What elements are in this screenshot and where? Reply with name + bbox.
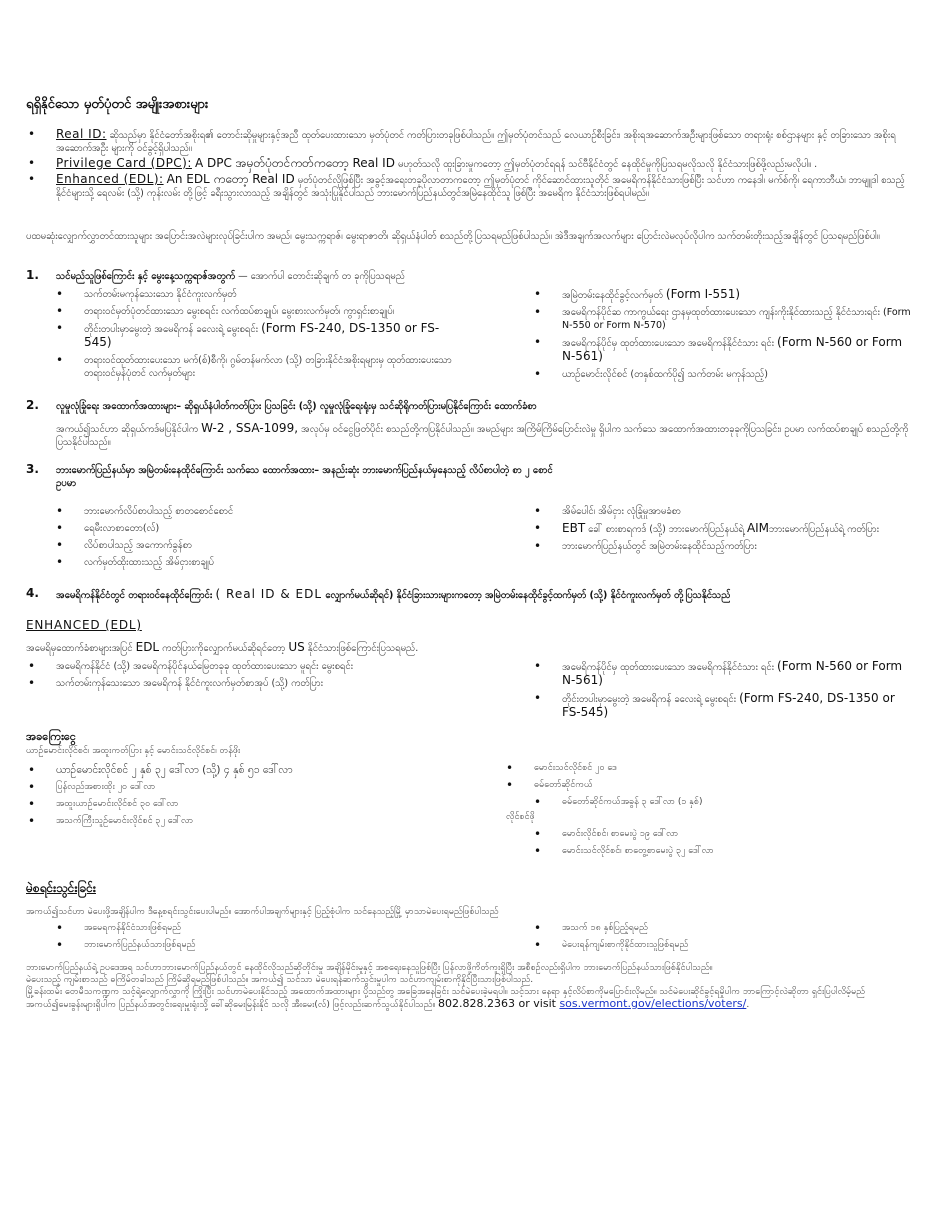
list-item: • ပြန်လည်အစားထိုး ၂၀ ဒေါ်လာ [28, 781, 468, 794]
item-1-left-list [56, 288, 456, 384]
list-item: • အမေရိကန်ပိုင်ဆ ကာကွယ်ရေး ဌာနမှထုတ်ထားပေးသော ကျန်းကိုးနိုင်ထားသည့် နိုင်ငံသားရင်း (Form N-550 or Form N-570) [534, 306, 916, 332]
fees-right-list [506, 762, 916, 862]
list-item: • မောင်းသင်လိုင်စင်၊ စာတွေ့စာမေးပွဲ ၃၂ ဒေါ်လာ [534, 845, 916, 858]
list-item: • သက်တမ်းမကုန်သေးသော နိုင်ငံကူးလက်မှတ် [56, 288, 456, 301]
enhanced-left-list [28, 660, 498, 694]
type-privilege-card: • Privilege Card (DPC): A DPC အမှတ်ပုံတင်ကတ်ကတော့ Real ID မဟုတ်သလို ထူးခြားမှုကတော့ ဤမှတ်ပုံတင်ရရန် သင်ဗီနိုင်ငံတွင် နေထိုင်မှုကိုပြသရမလိုသလို နိုင်ငံသားဖြစ်ဖို့လည်းမလိုပါ။ . [26, 157, 916, 171]
item-2-body: အကယ်၍သင်ဟာ ဆိုရှယ်ကဒ်မပြနိုင်ပါက W-2 , SSA-1099, အလုပ်မှ ဝင်ငွေဖြတ်ပိုင်း စသည်တို့ကပြနိုင်ပါသည်။ အမည်များ အကြိမ်ကြိမ်ပြောင်းလဲမှု ရှိပါက သက်သေ အထောက်အထားတခုခုကိုပြသခြင်း၊ ဥပမာ လက်ထပ်စာချုပ် စသည်တို့ကိုပြသနိုင်ပါသည်။ [56, 421, 909, 448]
list-item: • သက်တမ်းကုန်သေးသော အမေရိကန် နိုင်ငံကူးလက်မှတ်စာအုပ် (သို့) ကတ်ပြား [28, 677, 498, 690]
list-item: • မောင်းလိုင်စင်၊ စာမေးပွဲ ၁၉ ဒေါ်လာ [534, 828, 916, 841]
item-2-number: 2. [26, 398, 39, 412]
item-1-right-list [534, 288, 916, 385]
list-item: • တိုင်းတပါးမှာမွေးတဲ့ အမေရိကန် ခလေးရဲ့ မွေးစရင်း (Form FS-240, DS-1350 or FS-545) [56, 322, 456, 350]
license-label: လိုင်စင်ဖို [506, 812, 535, 822]
list-item: • ဓမ်တော်ဆိုင်ကယ်အခွန် ၃ ဒေါ်လာ (၁ နှစ်) [534, 796, 916, 809]
list-item: • တရားဝင်ထုတ်ထားပေးသော မက်(စ်)စီကို၊ ဂွမ်တန်မက်လာ (သို့) တခြားနိုင်ငံအစိုးရများမှ ထုတ်ထားပေးသော တရားဝင်မှန်ပုံတင် လက်မှတ်များ [56, 354, 456, 380]
voting-para-oath: မဲပေးသည့် ကျမ်းစာသည် ဓကြိမ်တခါသည် ကြိမ်ဆိုရမည်ဖြစ်ပါသည်။ အကယ်၍ သင်သာ မဲပေးရန်ဆက်သွင်းမှုပါက သင်ဟာကျမ်းစာကိုနိုင်ပြီးသားဖြစ်ပါသည်. [26, 975, 534, 985]
list-item: • အမေရိကန်နိုင်ငံ (သို့) အမေရိကန်ပိုင်နယ်မြေတခုခု ထုတ်ထားပေးသော မူရင်း မွေးစရင်း [28, 660, 498, 673]
page-title: ရရှိနိုင်သော မှတ်ပုံတင် အမျိုးအစားများ [26, 97, 209, 112]
id-types-list [26, 128, 916, 200]
list-item: • တိုင်းတပါးမှာမွေးတဲ့ အမေရိကန် ခလေးရဲ့ မွေးစရင်း (Form FS-240, DS-1350 or FS-545) [534, 692, 916, 720]
type-enhanced: • Enhanced (EDL): An EDL ကတော့ Real ID မှတ်ပုံတင်လိုဖြစ်ပြီး အခွင့်အရေးတခုပိုလာတာကတော့ ဤမှတ်ပုံတင် ကိုင်ဆောင်ထားသူတိုင် အမေရိကန်နိုင်ငံသားဖြစ်ပြီး သင်ဟာ ကနေဒါ၊ မက်စ်ကို၊ ရေကာဘီယံ၊ ဘာမျူဒါ စသည့် နိုင်ငံများသို့ ရေလမ်း (သို့) ကုန်းလမ်း တို့ဖြင့် ခရီးသွားလာသည့် အချိန်တွင် အသုံးပြုနိုင်ပါသည် ဘားမောက်ပြည်နယ်တွင်အမြဲနေထိုင်သူ ဖြစ်ပြီး အမေရိက နိုင်ငံသားဖြစ်ရပါမည်။ [26, 173, 916, 200]
list-item: • EBT ခေါ် စားစာရကဒ် (သို့) ဘားမောက်ပြည်နယ်ရဲ့ AIMဘားမောက်ပြည်နယ်ရဲ့ ကတ်ပြား [534, 522, 916, 536]
voting-para-clerk: မြို့ခန်းထမ်း တေမီသကဏ္ဍက သင့်ရဲ့လျှောက်လွှာကို ကြိုးပြီး သင်ဟာမဲပေးနိုင်သည့် အထောက်အထားများ ပို့သည်တွ အခြေအနေခြင်း သင်မဲပေးခဲ့မရပါ။ သင့်သား နေရာ နှင့်လိပ်စာကိုမပြောင်းလိုမည်။ သင်မဲပေးဆိုင်ခွင့်ရမှိုပါက ဘာကြောင့်လဲဆိုတာ ရှင်းပြပါလိမ့်မည် [26, 987, 866, 997]
list-item: • ယာဉ်မောင်းလိုင်စင် (တနှစ်ထက်ပို၍ သက်တမ်း မကုန်သည့်) [534, 368, 916, 381]
list-item: • အမြဲတမ်းနေထိုင်ခွင့်လက်မှတ် (Form I-551) [534, 288, 916, 302]
enhanced-heading: ENHANCED (EDL) [26, 618, 142, 632]
list-item: • အမေရကန်နိုင်ငံသားဖြစ်ရမည် [56, 922, 496, 935]
list-item: • ဘားမောက်ပြည်နယ်တွင် အမြဲတမ်းနေထိုင်သည့်ကတ်ပြား [534, 540, 916, 553]
item-4-number: 4. [26, 586, 39, 600]
voting-para-contact: အကယ်၍မေးခွန်းများရှိပါက ပြည်နယ်အတွင်းရေးမှူးရုံးသို့ ခေါ်ဆိုမေးမြန်းနိုင် သလို အီးမေး(လ်) ဖြင့်လည်းဆက်သွယ်နိုင်ပါသည်။ 802.828.2363 or visit sos.vermont.gov/elections/voters/. [26, 997, 750, 1010]
fees-heading: အခကြေးငွေ [26, 730, 76, 743]
type-real-id: • Real ID: ဆိုသည်မှာ နိုင်ငံတော်အစိုးရ၏ တောင်းဆိုမှုများနှင့်အညီ ထုတ်ပေးထားသော မှတ်ပုံတင် ကတ်ပြားတခုဖြစ်ပါသည်။ ဤမှတ်ပုံတင်သည် လေယာဉ်စီးခြင်း၊ အစိုးရအဆောက်အဦးများဖြစ်သော တရားရုံး စစ်ဌာနများ နှင့် တခြားသော အစိုးရအဆောက်အဦး များကို ဝင်ခွင့်ရှိပါသည်။ [26, 128, 916, 155]
list-item: • အမေရိကန်ပိုင်မှ ထုတ်ထားပေးသော အမေရိကန်နိုင်ငံသား ရင်း (Form N-560 or Form N-561) [534, 660, 916, 688]
item-1-heading: သင်မည်သူဖြစ်ကြောင်း နှင့် မွေးနေ့သက္ကရာဇ်အတွက် — အောက်ပါ တောင်းဆိုချက် တ ခုကိုပြသရမည် [56, 271, 405, 282]
intro-paragraph: ပထမဆုံးလျှောက်လွှာတင်ထားသူများ အပြောင်းအလဲများလုပ်ခြင်းပါက အမည်၊ မွေးသက္ကရာဇ်၊ မွေးရာဇာတိ၊ ဆိုရှယ်နံပါတ် စသည်တို့ပြသရမည်ဖြစ်ပါသည်။ အဲဒီအချက်အလက်များ ပြောင်းလဲမလုပ်လိုပါက သက်တမ်းတိုးသည့်အချိန်တွင် ပြသရမည်ဖြစ်ပါ။ [26, 231, 880, 242]
item-3-heading: ဘားမောက်ပြည်နယ်မှာ အမြဲတမ်းနေထိုင်ကြောင်း သက်သေ ထောက်အထား– အနည်းဆုံး ဘားမောက်ပြည်နယ်မှနေသည့် လိပ်စာပါတဲ့ စာ ၂ စောင် ဥပမာ [56, 465, 553, 489]
voting-paragraphs [26, 962, 916, 1011]
list-item: • ဘားမောက်လိပ်စာပါသည့် စာတစောင်စောင် [56, 505, 486, 518]
list-item: • ဓမ်တော်ဆိုင်ကယ် [506, 779, 916, 792]
item-4-heading: အမေရိကန်နိုင်ငံတွင် တရားဝင်နေထိုင်ကြောင်း ( Real ID & EDL လျှောက်မယ်ဆိုရင်) နိုင်ငံခြားသားများကတော့ အမြဲတမ်းနေထိုင်ခွင့်ထက်မှတ် (သို့) နိုင်ငံကူးလက်မှတ် တို့ပြသနိုင်သည် [56, 587, 731, 601]
voting-left-list [56, 922, 496, 956]
list-item: • ရေမီးလာစာတော(လ်) [56, 522, 486, 535]
list-item: • အိမ်ပေါင်၊ အိမ်ငှား လုံခြုံမှုအာမခံစာ [534, 505, 916, 518]
item-3-left-list [56, 505, 486, 573]
enhanced-intro: အမေရိမှထောက်ခံစာများအပြင် EDL ကတ်ပြားကိုလျှောက်မယ်ဆိုရင်တော့ US နိုင်ငံသားဖြစ်ကြောင်းပြသရမည်. [26, 640, 419, 654]
list-item: • ယာဉ်မောင်းလိုင်စင် ၂ နှစ် ၃၂ ဒေါ်လာ (သို့) ၄ နှစ် ၅၁ ဒေါ်လာ [28, 764, 468, 777]
list-item: • ဘားမောက်ပြည်နယ်သားဖြစ်ရမည် [56, 939, 496, 952]
list-item: • အသက်ကြီးသူဉ်မောင်းလိုင်စင် ၃၂ ဒေါ်လာ [28, 815, 468, 828]
list-item: • တရားဝင်မှတ်ပုံတင်ထားသော မွေးစရင်း လက်ထပ်စာချုပ်၊ မွေးစားလက်မှတ်၊ ကွာရှင်းစာချုပ်၊ [56, 305, 456, 318]
list-item: • အသက် ၁၈ နှစ်ပြည့်ရမည် [534, 922, 916, 935]
list-item: • မဲပေးရန်ကျမ်းစာကိုနိုင်ထားသူဖြစ်ရမည် [534, 939, 916, 952]
fees-subtitle: ယာဉ်မောင်းလိုင်စင်၊ အထူးကတ်ပြား နှင့် မောင်းသင်လိုင်စင်၊ တန်ဖိုး [26, 746, 241, 756]
elections-link[interactable]: sos.vermont.gov/elections/voters/ [559, 997, 747, 1010]
list-item: • မောင်းသင်လိုင်စင် ၂၀ ဒေ [506, 762, 916, 775]
list-item: • အမေရိကန်ပိုင်မှ ထုတ်ထားပေးသော အမေရိကန်နိုင်ငံသား ရင်း (Form N-560 or Form N-561) [534, 336, 916, 364]
voting-right-list [534, 922, 916, 956]
fees-left-list [28, 764, 468, 832]
voting-heading: မဲစရင်းသွင်းခြင်း [26, 881, 96, 895]
item-3-right-list [534, 505, 916, 557]
voting-para-residency: ဘားမောက်ပြည်နယ်ရဲ့ ဥပဒေအရ သင်ဟာဘားမောက်ပြည်နယ်တွင် နေထိုင်လိုသည်ဆိုတိုင်းမှု အချိန်မိုင်းမူနှင့် အစရေးနေသူဖြစ်ပြီး ပြန်လာဖို့ကိတ်ကူးရှိပြီး အစီစဉ်လည်းရှိပါက ဘားမောက်ပြည်နယ်သားဖြစ်နိုင်ပါသည်။ [26, 963, 713, 973]
list-item: • လိပ်စာပါသည့် အကောက်ခွန်စာ [56, 539, 486, 552]
list-item: • အထူးယာဉ်မောင်းလိုင်စင် ၃၀ ဒေါ်လာ [28, 798, 468, 811]
item-2-heading: လူမှုလုံခြုံရေး အထောက်အထားများ– ဆိုရှယ်နံပါတ်ကတ်ပြား ပြသခြင်း (သို့) လူမှုလုံခြုံရေးရုံးမှ သင်ဆိုရိုကတ်ပြားမပြနိုင်ကြောင်း ထောက်ခံစာ [56, 401, 537, 412]
voting-intro: အကယ်၍သင်ဟာ မဲပေးဖို့အချိန်ပါက ဒီနေ့စရင်းသွင်းပေးပါမည်။ အောက်ပါအချက်များနှင့် ပြည့်စုံပါက သင်နေသည့်မြို့ မှာသာမဲပေးရမည်ဖြစ်ပါသည် [26, 907, 499, 917]
item-1-number: 1. [26, 268, 39, 282]
item-3-number: 3. [26, 462, 39, 476]
enhanced-right-list [534, 660, 916, 724]
list-item: • လက်မှတ်ထိုးထားသည့် အိမ်ငှားစာချုပ် [56, 556, 486, 569]
